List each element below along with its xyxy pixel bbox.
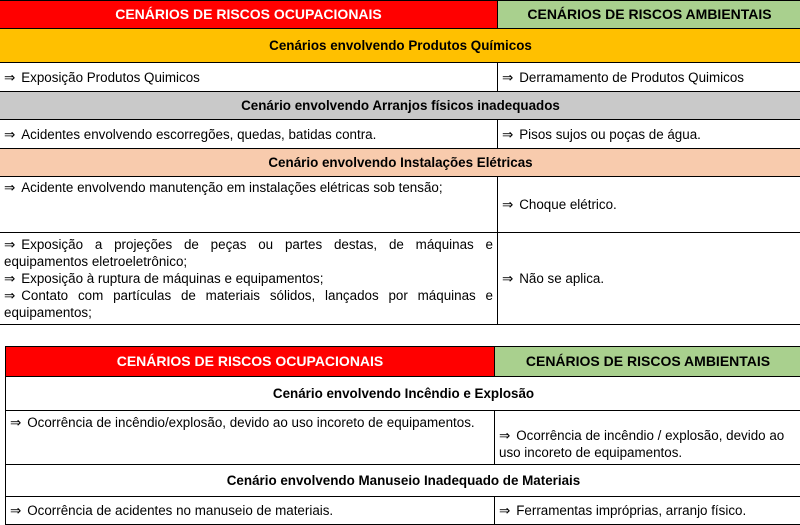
arrow-icon: ⇒: [4, 288, 16, 303]
occupational-text: Exposição Produtos Quimicos: [21, 69, 200, 85]
environmental-text: Derramamento de Produtos Quimicos: [519, 69, 744, 85]
section-title-material-handling: Cenário envolvendo Manuseio Inadequado de Materiais: [6, 465, 800, 497]
occupational-text: Contato com partículas de materiais sólidos, lançados por máquinas e equipamentos;: [4, 288, 493, 320]
risk-scenarios-table-2: [5, 346, 800, 525]
occupational-text: Acidente envolvendo manutenção em instalações elétricas sob tensão;: [21, 180, 443, 195]
section-title-chemicals: Cenários envolvendo Produtos Químicos: [0, 29, 800, 63]
occupational-item: [4, 236, 493, 270]
arrow-icon: ⇒: [499, 503, 511, 518]
occupational-cell: [6, 411, 495, 465]
arrow-icon: ⇒: [4, 271, 16, 286]
arrow-icon: ⇒: [4, 69, 16, 85]
environmental-cell: [495, 411, 800, 465]
arrow-icon: ⇒: [10, 415, 22, 430]
arrow-icon: ⇒: [4, 126, 16, 142]
arrow-icon: ⇒: [502, 197, 514, 212]
arrow-icon: ⇒: [502, 271, 514, 286]
arrow-icon: ⇒: [499, 428, 511, 443]
environmental-cell: [498, 177, 800, 233]
environmental-text: Choque elétrico.: [519, 197, 617, 212]
occupational-cell: [0, 120, 498, 149]
section-title-fire-explosion: Cenário envolvendo Incêndio e Explosão: [6, 377, 800, 411]
arrow-icon: ⇒: [4, 180, 16, 195]
occupational-text: Exposição a projeções de peças ou partes destas, de máquinas e equipamentos eletroeletrônico;: [4, 237, 493, 269]
section-title-electrical: Cenário envolvendo Instalações Elétricas: [0, 149, 800, 177]
environmental-cell: [498, 63, 800, 92]
occupational-cell: [0, 63, 498, 92]
header-occupational-risks: CENÁRIOS DE RISCOS OCUPACIONAIS: [0, 1, 498, 29]
environmental-text: Pisos sujos ou poças de água.: [519, 126, 701, 142]
occupational-item: [4, 270, 493, 287]
occupational-text: Exposição à ruptura de máquinas e equipamentos;: [21, 271, 324, 286]
occupational-cell: [6, 497, 495, 525]
header-occupational-risks: CENÁRIOS DE RISCOS OCUPACIONAIS: [6, 347, 495, 377]
occupational-text: Ocorrência de incêndio/explosão, devido ao uso incoreto de equipamentos.: [27, 415, 475, 430]
environmental-text: Não se aplica.: [519, 271, 605, 286]
section-title-physical-layout: Cenário envolvendo Arranjos físicos inadequados: [0, 92, 800, 120]
arrow-icon: ⇒: [10, 503, 22, 518]
arrow-icon: ⇒: [4, 237, 16, 252]
environmental-cell: [498, 233, 800, 325]
header-environmental-risks: CENÁRIOS DE RISCOS AMBIENTAIS: [495, 347, 800, 377]
environmental-cell: [498, 120, 800, 149]
arrow-icon: ⇒: [502, 126, 514, 142]
environmental-text: Ferramentas impróprias, arranjo físico.: [516, 503, 747, 518]
arrow-icon: ⇒: [502, 69, 514, 85]
occupational-item: [4, 287, 493, 321]
occupational-text: Acidentes envolvendo escorregões, quedas, batidas contra.: [21, 126, 377, 142]
header-environmental-risks: CENÁRIOS DE RISCOS AMBIENTAIS: [498, 1, 800, 29]
occupational-text: Ocorrência de acidentes no manuseio de materiais.: [27, 503, 334, 518]
occupational-cell: [0, 177, 498, 233]
occupational-cell: [0, 233, 498, 325]
environmental-text: Ocorrência de incêndio / explosão, devido ao uso incoreto de equipamentos.: [499, 428, 785, 460]
environmental-cell: [495, 497, 800, 525]
